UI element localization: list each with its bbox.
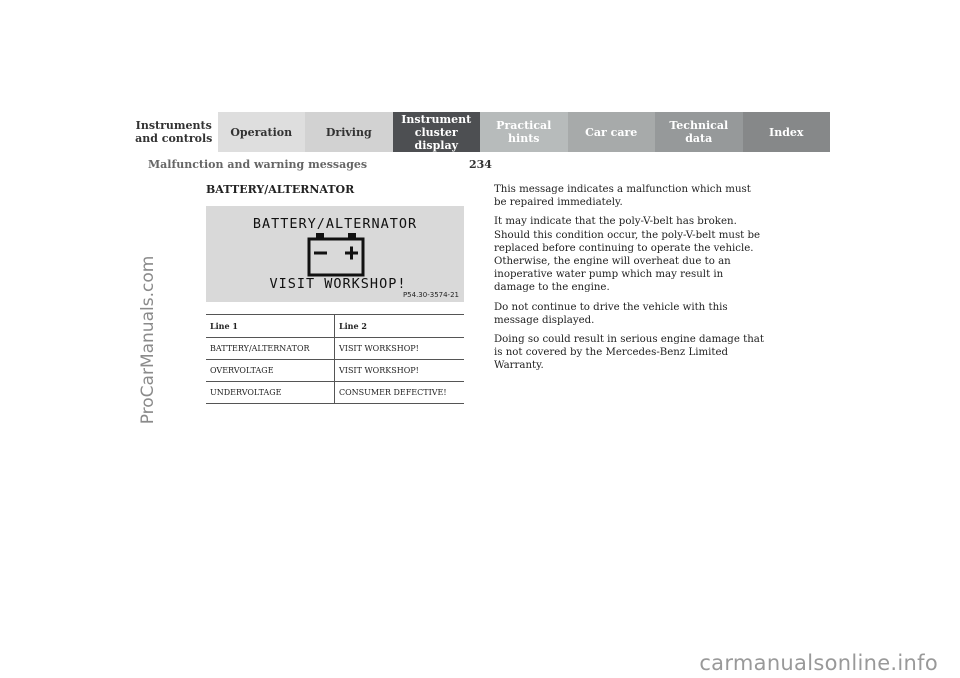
image-code: P54.30-3574-21 — [402, 291, 459, 299]
table-cell: VISIT WORKSHOP! — [335, 338, 465, 360]
table-row — [206, 382, 464, 404]
section-title: Malfunction and warning messages — [148, 158, 368, 171]
table-cell: CONSUMER DEFECTIVE! — [335, 382, 465, 404]
tab-car-care[interactable]: Car care — [568, 112, 656, 152]
chapter-tabs — [130, 112, 830, 152]
table-row — [206, 338, 464, 360]
table-row — [206, 360, 464, 382]
table-cell: UNDERVOLTAGE — [206, 382, 335, 404]
table-cell: OVERVOLTAGE — [206, 360, 335, 382]
watermark-left: ProCarManuals.com — [138, 255, 158, 425]
column-header-line-2: Line 2 — [335, 315, 465, 338]
tab-operation[interactable]: Operation — [218, 112, 306, 152]
display-line-1: BATTERY/ALTERNATOR — [252, 216, 418, 232]
table-cell: BATTERY/ALTERNATOR — [206, 338, 335, 360]
tab-technical-data[interactable]: Technical data — [655, 112, 743, 152]
tab-practical-hints[interactable]: Practical hints — [480, 112, 568, 152]
message-table — [206, 314, 464, 404]
column-header-line-1: Line 1 — [206, 315, 335, 338]
page-number: 234 — [469, 158, 492, 171]
display-line-2: VISIT WORKSHOP! — [269, 276, 407, 292]
paragraph: Doing so could result in serious engine damage that is not covered by the Mercedes-Benz Limited Warranty. — [494, 334, 764, 372]
table-header-row — [206, 315, 464, 338]
tab-instrument-cluster-display[interactable]: Instrument cluster display — [393, 112, 481, 152]
tab-instruments-and-controls[interactable]: Instruments and controls — [130, 112, 218, 152]
body-text — [494, 183, 764, 379]
paragraph: It may indicate that the poly-V-belt has broken. Should this condition occur, the poly-V-belt must be replaced before continuing to operate the vehicle. Otherwise, the engine will overheat due to an inoperative water pump which may result in damage to the engine. — [494, 216, 761, 294]
table-cell: VISIT WORKSHOP! — [335, 360, 465, 382]
paragraph: This message indicates a malfunction which must be repaired immediately. — [494, 184, 751, 209]
watermark-bottom: carmanualsonline.info — [699, 651, 938, 675]
section-heading: BATTERY/ALTERNATOR — [206, 183, 355, 196]
cluster-display-illustration — [206, 206, 464, 302]
tab-driving[interactable]: Driving — [305, 112, 393, 152]
tab-index[interactable]: Index — [743, 112, 831, 152]
paragraph: Do not continue to drive the vehicle with this message displayed. — [494, 301, 728, 326]
